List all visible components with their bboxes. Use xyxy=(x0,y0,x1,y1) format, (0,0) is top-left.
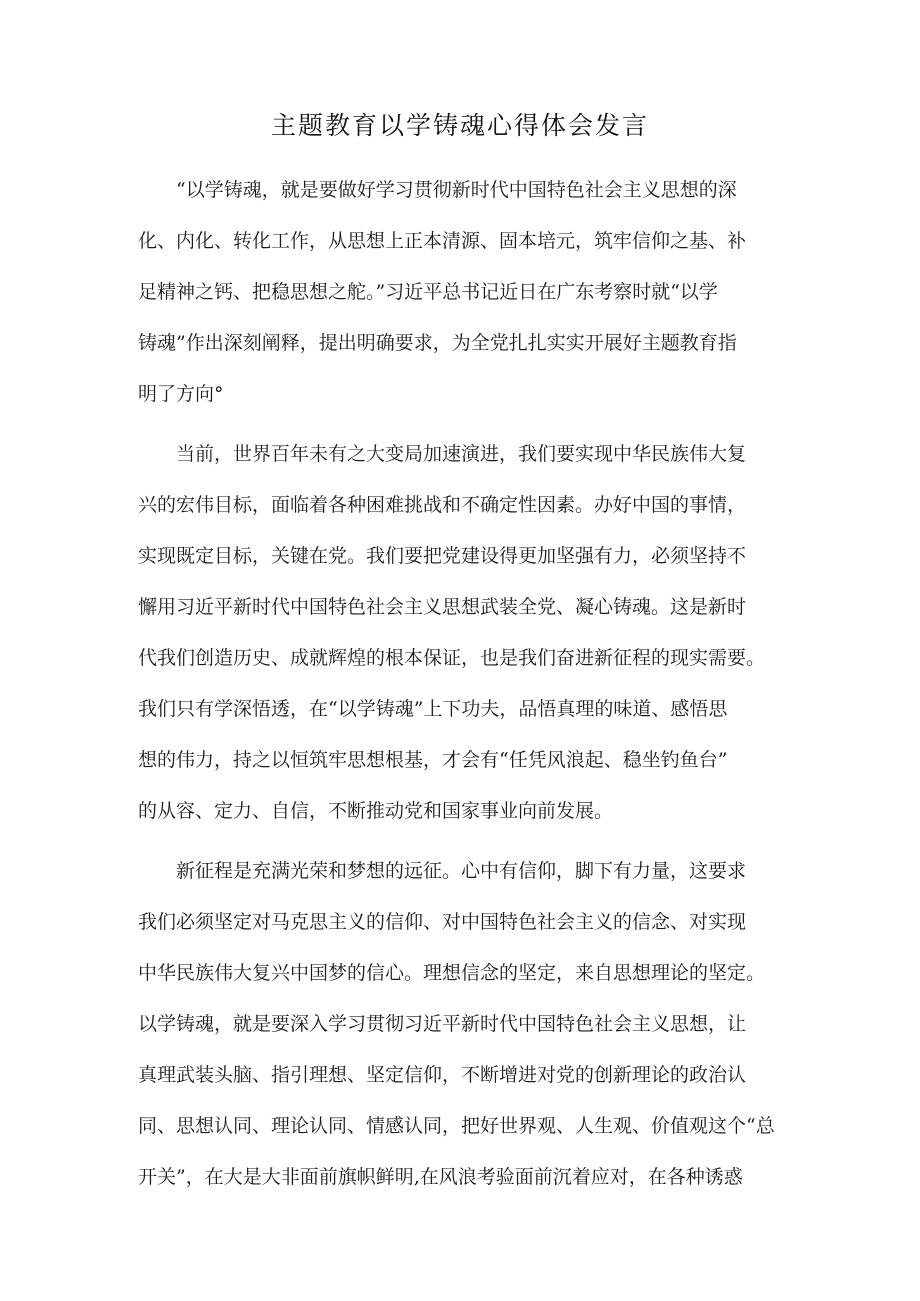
paragraph-line: 我们必须坚定对马克思主义的信仰、对中国特色社会主义的信念、对实现 xyxy=(138,911,747,933)
paragraph-line: 足精神之钙、把稳思想之舵。”习近平总书记近日在广东考察时就“以学 xyxy=(138,281,718,303)
paragraph-line: 开关”，在大是大非面前旗帜鲜明,在风浪考验面前沉着应对，在各种诱惑 xyxy=(138,1166,743,1188)
paragraph-line: 我们只有学深悟透，在“以学铸魂”上下功夫，品悟真理的味道、感悟思 xyxy=(138,698,728,720)
document-title: 主题教育以学铸魂心得体会发言 xyxy=(270,111,649,140)
paragraph-line: 的从容、定力、自信，不断推动党和国家事业向前发展。 xyxy=(138,800,614,822)
paragraph-line: 懈用习近平新时代中国特色社会主义思想武装全党、凝心铸魂。这是新时 xyxy=(138,596,747,618)
paragraph-line: 真理武装头脑、指引理想、坚定信仰，不断增进对党的创新理论的政治认 xyxy=(138,1064,747,1086)
paragraph-line: 实现既定目标，关键在党。我们要把党建设得更加坚强有力，必须坚持不 xyxy=(138,545,747,567)
paragraph-line: “以学铸魂，就是要做好学习贯彻新时代中国特色社会主义思想的深 xyxy=(176,179,737,201)
paragraph-line: 以学铸魂，就是要深入学习贯彻习近平新时代中国特色社会主义思想，让 xyxy=(138,1013,747,1035)
paragraph-line: 兴的宏伟目标，面临着各种困难挑战和不确定性因素。办好中国的事情， xyxy=(138,494,747,516)
paragraph-line: 当前，世界百年未有之大变局加速演进，我们要实现中华民族伟大复 xyxy=(176,443,747,465)
paragraph-line: 化、内化、转化工作，从思想上正本清源、固本培元，筑牢信仰之基、补 xyxy=(138,230,747,252)
paragraph-line: 明了方向° xyxy=(138,383,224,405)
paragraph-line: 同、思想认同、理论认同、情感认同，把好世界观、人生观、价值观这个“总 xyxy=(138,1115,775,1137)
paragraph-line: 代我们创造历史、成就辉煌的根本保证，也是我们奋进新征程的现实需要。 xyxy=(138,647,766,669)
paragraph-line: 铸魂”作出深刻阐释，提出明确要求，为全党扎扎实实开展好主题教育指 xyxy=(138,332,737,354)
paragraph-line: 新征程是充满光荣和梦想的远征。心中有信仰，脚下有力量，这要求 xyxy=(176,860,747,882)
paragraph-line: 想的伟力，持之以恒筑牢思想根基，才会有“任凭风浪起、稳坐钓鱼台” xyxy=(138,749,728,771)
paragraph-line: 中华民族伟大复兴中国梦的信心。理想信念的坚定，来自思想理论的坚定。 xyxy=(138,962,766,984)
